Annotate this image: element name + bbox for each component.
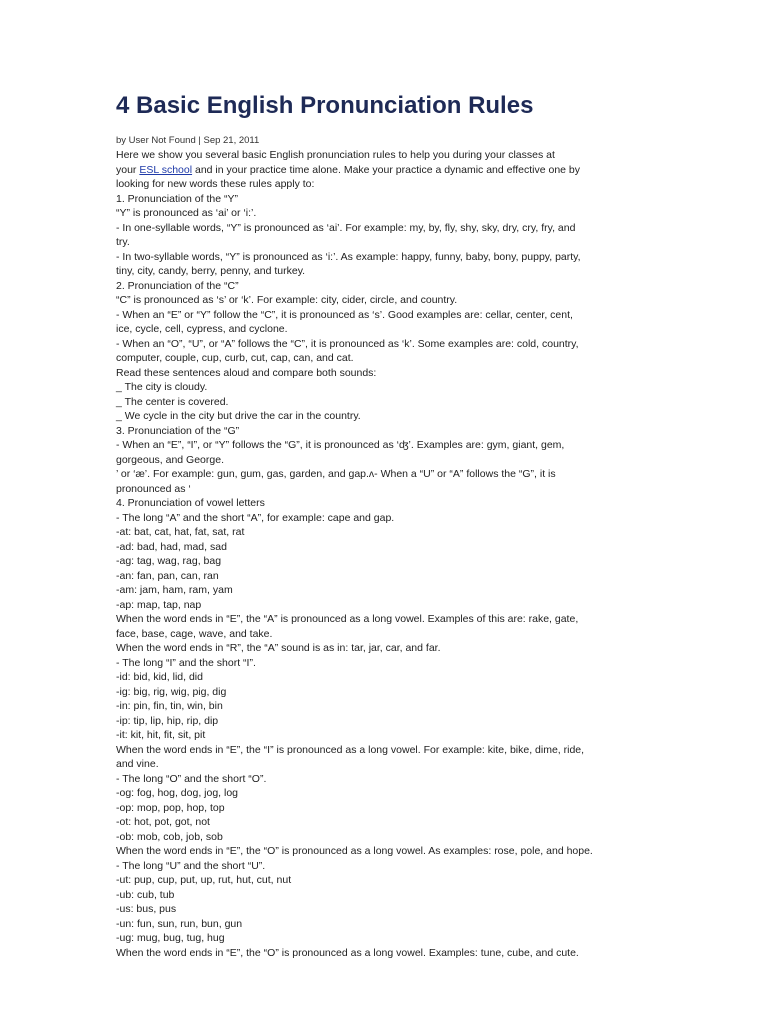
text-line: tiny, city, candy, berry, penny, and turkey. <box>116 265 306 277</box>
text-line: face, base, cage, wave, and take. <box>116 627 273 640</box>
text-line: 1. Pronunciation of the “Y” <box>116 192 238 205</box>
text-line: When the word ends in “R”, the “A” sound is as in: tar, jar, car, and far. <box>116 642 441 654</box>
text-line: -ig: big, rig, wig, pig, dig <box>116 685 227 698</box>
text-line: - The long “A” and the short “A”, for example: cape and gap. <box>116 511 395 524</box>
text-line: _ The city is cloudy. <box>116 381 208 393</box>
text-line: -ad: bad, had, mad, sad <box>116 540 227 553</box>
article-body <box>116 148 656 960</box>
text-line: -ot: hot, pot, got, not <box>116 816 210 828</box>
text-line: -og: fog, hog, dog, jog, log <box>116 787 239 799</box>
text-line: -ub: cub, tub <box>116 888 175 901</box>
text-line: computer, couple, cup, curb, cut, cap, can, and cat. <box>116 352 354 364</box>
text-line: - In one-syllable words, “Y” is pronounced as ‘ai’. For example: my, by, fly, shy, sky, dry, cry, fry, and <box>116 221 576 234</box>
text-line: -ug: mug, bug, tug, hug <box>116 932 225 944</box>
esl-school-link[interactable]: ESL school <box>139 163 193 176</box>
article-title: 4 Basic English Pronunciation Rules <box>116 92 534 119</box>
text-line: ’ or ‘æ’. For example: gun, gum, gas, garden, and gap.ʌ- When a “U” or “A” follows the “G”, it is <box>116 468 556 480</box>
text-line: “Y” is pronounced as ‘ai’ or ‘i:’. <box>116 207 257 219</box>
text-line: -ag: tag, wag, rag, bag <box>116 555 222 567</box>
text-line: - In two-syllable words, “Y” is pronounced as ‘i:’. As example: happy, funny, baby, bony, puppy, party, <box>116 250 581 263</box>
text-line: -am: jam, ham, ram, yam <box>116 584 233 596</box>
text-line: -an: fan, pan, can, ran <box>116 569 219 582</box>
text-line: - When an “E” or “Y” follow the “C”, it is pronounced as ‘s’. Good examples are: cellar, center, cent, <box>116 308 573 321</box>
text-line: When the word ends in “E”, the “O” is pronounced as a long vowel. Examples: tune, cube, and cute. <box>116 946 579 959</box>
byline: by User Not Found | Sep 21, 2011 <box>116 135 260 146</box>
text-line: -ap: map, tap, nap <box>116 598 202 611</box>
text-line: 4. Pronunciation of vowel letters <box>116 497 265 509</box>
text-line: 2. Pronunciation of the “C” <box>116 279 239 292</box>
intro-line: Here we show you several basic English pronunciation rules to help you during your classes at <box>116 149 555 161</box>
text-line: gorgeous, and George. <box>116 453 224 466</box>
text-line: -ip: tip, lip, hip, rip, dip <box>116 714 219 727</box>
text-line: and vine. <box>116 758 159 770</box>
text-line: - The long “O” and the short “O”. <box>116 772 267 785</box>
text-line: - The long “I” and the short “I”. <box>116 656 256 669</box>
intro-line: looking for new words these rules apply to: <box>116 178 315 190</box>
body-lines <box>116 192 656 961</box>
text-line: -in: pin, fin, tin, win, bin <box>116 700 223 712</box>
text-line: -id: bid, kid, lid, did <box>116 671 203 683</box>
text-line: “C” is pronounced as ‘s’ or ‘k’. For example: city, cider, circle, and country. <box>116 294 458 306</box>
text-line: - When an “E”, “I”, or “Y” follows the “G”, it is pronounced as ‘ʤ’. Examples are: gym, giant, gem, <box>116 439 565 451</box>
text-line: -un: fun, sun, run, bun, gun <box>116 917 243 930</box>
text-line: -it: kit, hit, fit, sit, pit <box>116 729 206 741</box>
text-line: -us: bus, pus <box>116 903 177 915</box>
text-line: -op: mop, pop, hop, top <box>116 801 225 814</box>
text-line: ice, cycle, cell, cypress, and cyclone. <box>116 323 288 335</box>
text-line: When the word ends in “E”, the “A” is pronounced as a long vowel. Examples of this are: rake, gate, <box>116 613 579 625</box>
intro-line-with-link <box>116 163 656 178</box>
text-line: -at: bat, cat, hat, fat, sat, rat <box>116 526 245 538</box>
text-line: try. <box>116 236 130 248</box>
text-line: -ut: pup, cup, put, up, rut, hut, cut, nut <box>116 874 292 886</box>
text-line: _ We cycle in the city but drive the car in the country. <box>116 410 361 422</box>
text-line: 3. Pronunciation of the “G” <box>116 424 240 437</box>
text-line: When the word ends in “E”, the “O” is pronounced as a long vowel. As examples: rose, pole, and hope. <box>116 845 593 857</box>
intro-text: your <box>116 163 140 176</box>
text-line: _ The center is covered. <box>116 395 229 408</box>
text-line: pronounced as ‘ <box>116 482 191 495</box>
text-line: - The long “U” and the short “U”. <box>116 859 266 872</box>
text-line: When the word ends in “E”, the “I” is pronounced as a long vowel. For example: kite, bike, dime, ride, <box>116 743 585 756</box>
text-line: Read these sentences aloud and compare both sounds: <box>116 366 377 379</box>
text-line: - When an “O”, “U”, or “A” follows the “C”, it is pronounced as ‘k’. Some examples are: cold, country, <box>116 337 579 350</box>
intro-text: and in your practice time alone. Make your practice a dynamic and effective one by <box>192 163 581 176</box>
text-line: -ob: mob, cob, job, sob <box>116 830 223 843</box>
